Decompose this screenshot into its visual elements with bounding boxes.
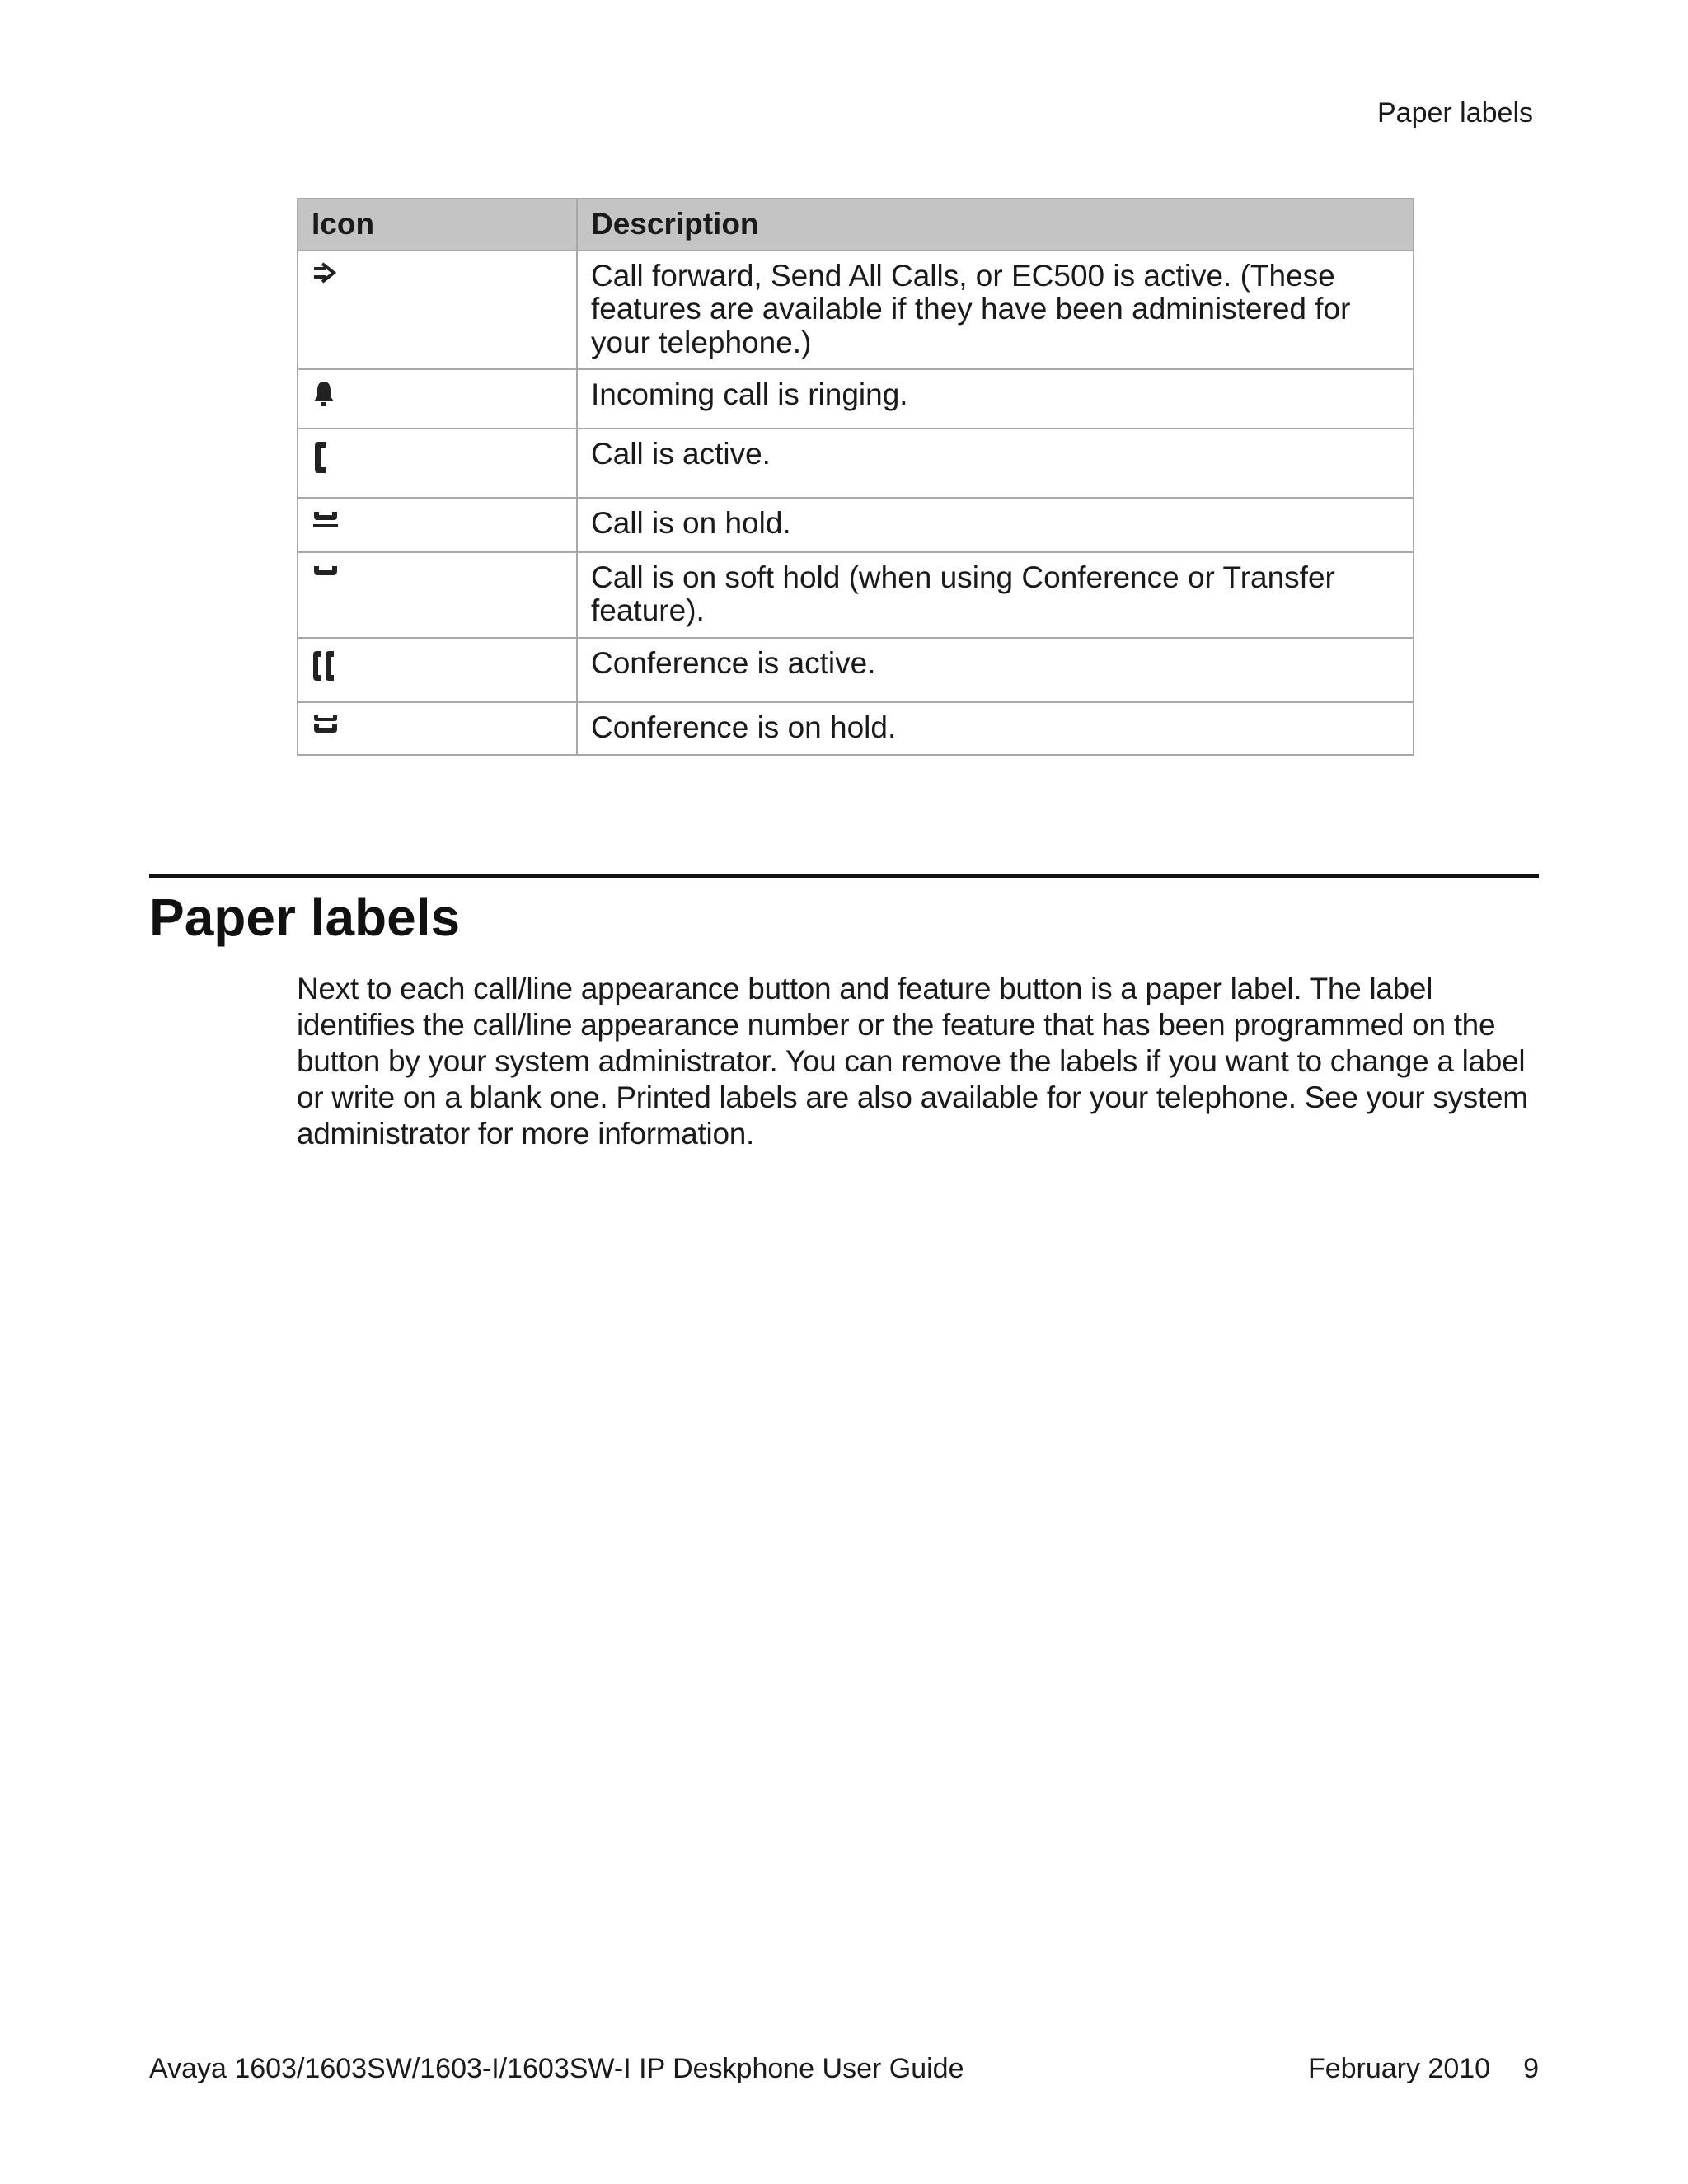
description-cell: Conference is active. <box>577 638 1414 702</box>
table-header-row <box>298 199 1414 251</box>
footer-date-page <box>1308 2053 1539 2085</box>
icon-cell <box>298 369 577 429</box>
table-row <box>298 702 1414 755</box>
table-row <box>298 638 1414 702</box>
section-divider <box>149 874 1539 878</box>
hold-icon <box>312 509 340 530</box>
table-row <box>298 498 1414 552</box>
page-number: 9 <box>1523 2053 1539 2084</box>
icon-cell <box>298 638 577 702</box>
description-cell: Call is on hold. <box>577 498 1414 552</box>
description-cell: Call is active. <box>577 429 1414 498</box>
handset-active-icon <box>312 439 331 476</box>
description-cell: Incoming call is ringing. <box>577 369 1414 429</box>
bell-icon <box>312 380 336 408</box>
section-body: Next to each call/line appearance button and feature button is a paper label. The label identifies the call/line appearance number or the feature that has been programmed on the button by your system administrator. You can remove the labels if you want to change a label or write on a blank one. Printed labels are also available for your telephone. See your system administrator for more information. <box>297 972 1528 1151</box>
icon-cell <box>298 498 577 552</box>
footer-date: February 2010 <box>1307 2053 1491 2084</box>
description-cell: Call is on soft hold (when using Conference or Transfer feature). <box>577 552 1414 638</box>
icon-cell <box>298 429 577 498</box>
icon-cell <box>298 702 577 755</box>
description-cell: Call forward, Send All Calls, or EC500 is active. (These features are available if they have been administered for your telephone.) <box>577 251 1414 369</box>
table-row <box>298 552 1414 638</box>
description-cell: Conference is on hold. <box>577 702 1414 755</box>
call-forward-icon <box>312 261 338 288</box>
table-row <box>298 429 1414 498</box>
conference-active-icon <box>312 649 336 683</box>
table-row <box>298 369 1414 429</box>
icon-cell <box>298 251 577 369</box>
table-row <box>298 251 1414 369</box>
conference-hold-icon <box>312 713 340 736</box>
column-header-description: Description <box>577 199 1414 251</box>
soft-hold-icon <box>312 563 340 579</box>
running-header: Paper labels <box>1376 97 1533 129</box>
column-header-icon: Icon <box>298 199 577 251</box>
section-title: Paper labels <box>149 888 461 947</box>
icon-description-table <box>297 198 1414 756</box>
footer-guide-title: Avaya 1603/1603SW/1603-I/1603SW-I IP Deskphone User Guide <box>149 2053 964 2084</box>
icon-cell <box>298 552 577 638</box>
